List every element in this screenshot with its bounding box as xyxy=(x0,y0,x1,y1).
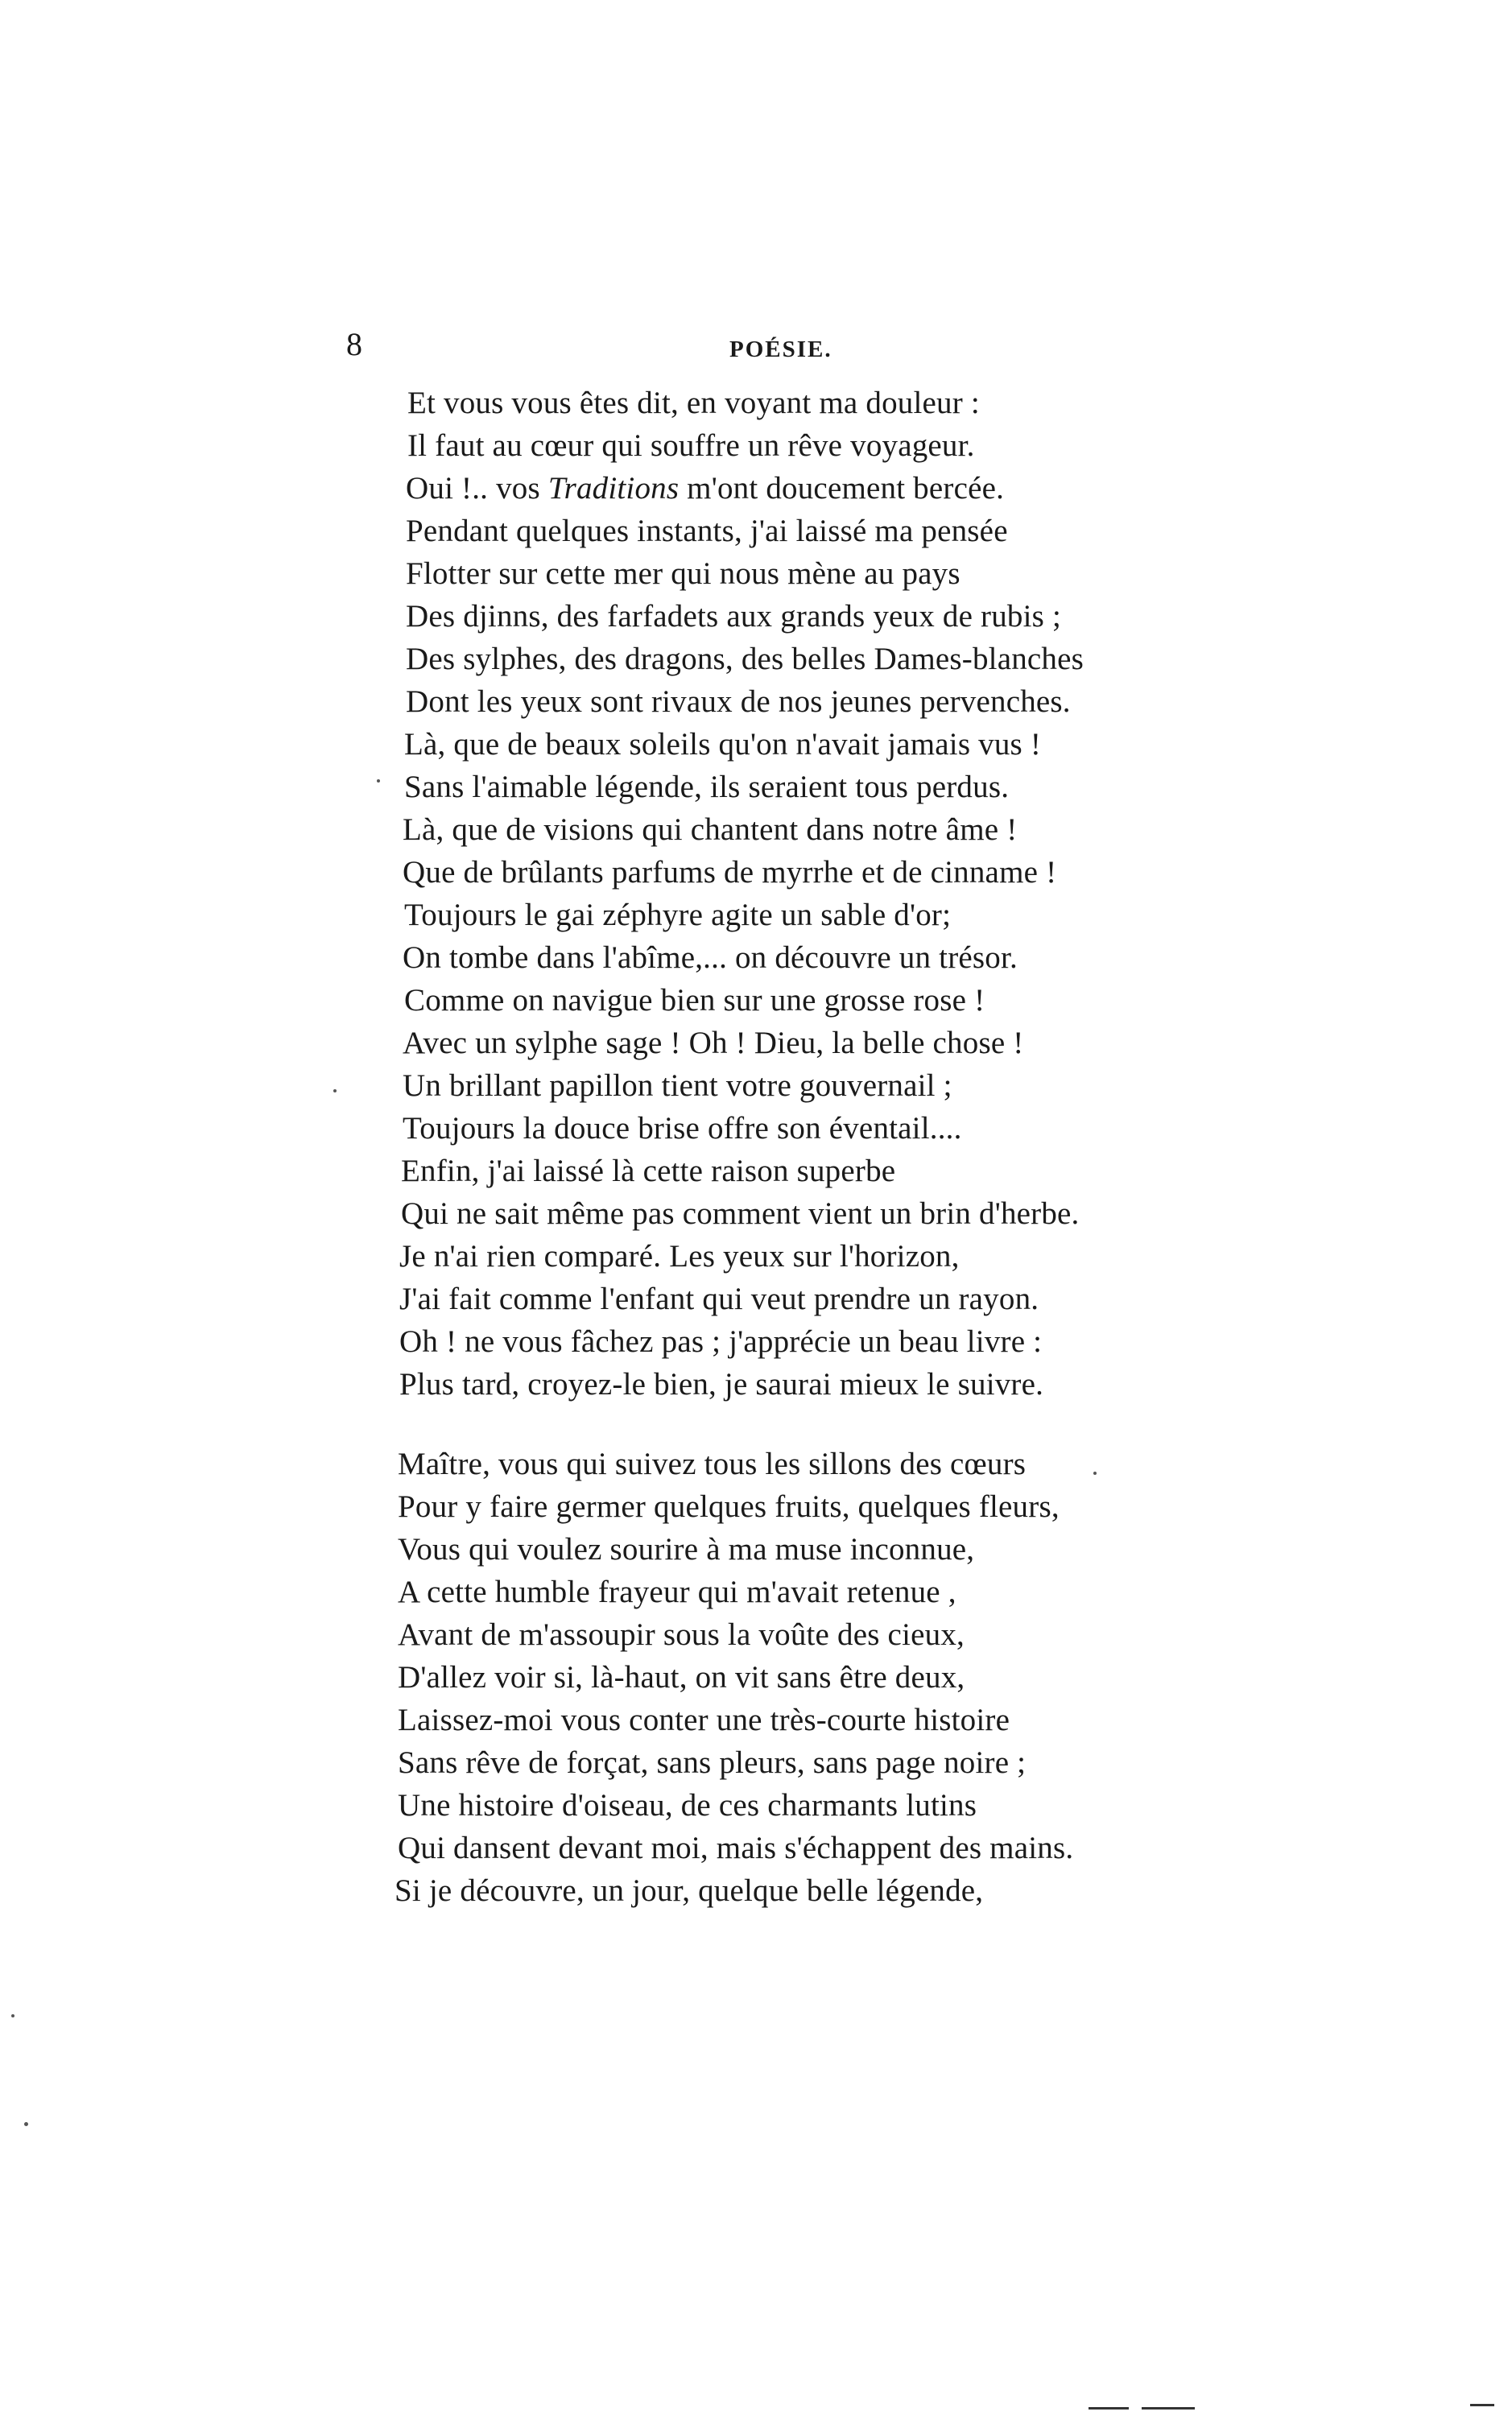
verse-line: Dont les yeux sont rivaux de nos jeunes pervenches. xyxy=(406,684,1071,719)
verse-line: Qui dansent devant moi, mais s'échappent des mains. xyxy=(398,1831,1074,1865)
verse-line: Flotter sur cette mer qui nous mène au pays xyxy=(406,556,960,591)
page-number: 8 xyxy=(346,326,362,362)
paper-speck xyxy=(377,779,380,783)
verse-line: Des sylphes, des dragons, des belles Dames-blanches xyxy=(406,642,1084,676)
verse-line: Vous qui voulez sourire à ma muse inconnue, xyxy=(398,1532,975,1567)
running-head: POÉSIE. xyxy=(729,337,832,362)
verse-line: Sans l'aimable légende, ils seraient tous perdus. xyxy=(404,770,1010,804)
verse-line: Et vous vous êtes dit, en voyant ma douleur : xyxy=(407,386,980,420)
verse-line: Pendant quelques instants, j'ai laissé ma pensée xyxy=(406,514,1008,548)
verse-line: Pour y faire germer quelques fruits, quelques fleurs, xyxy=(398,1489,1060,1524)
verse-line: Là, que de visions qui chantent dans notre âme ! xyxy=(403,812,1018,847)
paper-speck xyxy=(333,1089,337,1092)
book-title: Traditions xyxy=(547,471,680,506)
verse-line: Comme on navigue bien sur une grosse rose ! xyxy=(404,983,985,1018)
edge-mark xyxy=(1089,2407,1129,2410)
paper-speck xyxy=(1093,1472,1097,1475)
verse-line: Avec un sylphe sage ! Oh ! Dieu, la belle chose ! xyxy=(403,1026,1024,1060)
verse-line: Oui !.. vos Traditions m'ont doucement bercée. xyxy=(406,471,1005,506)
verse-line: Plus tard, croyez-le bien, je saurai mieux le suivre. xyxy=(399,1367,1044,1402)
verse-line: Des djinns, des farfadets aux grands yeux de rubis ; xyxy=(406,599,1062,634)
verse-line: Là, que de beaux soleils qu'on n'avait jamais vus ! xyxy=(404,727,1042,762)
verse-line: D'allez voir si, là-haut, on vit sans être deux, xyxy=(398,1660,965,1695)
verse-line: Oh ! ne vous fâchez pas ; j'apprécie un beau livre : xyxy=(399,1324,1043,1359)
verse-line: Toujours la douce brise offre son éventail.... xyxy=(403,1111,962,1146)
verse-line: Une histoire d'oiseau, de ces charmants lutins xyxy=(398,1788,977,1823)
verse-line: Sans rêve de forçat, sans pleurs, sans page noire ; xyxy=(398,1745,1027,1780)
verse-line: A cette humble frayeur qui m'avait retenue , xyxy=(398,1575,956,1609)
verse-line: Qui ne sait même pas comment vient un brin d'herbe. xyxy=(401,1196,1080,1231)
verse-line: Maître, vous qui suivez tous les sillons des cœurs xyxy=(398,1447,1027,1481)
verse-line: Toujours le gai zéphyre agite un sable d'or; xyxy=(404,898,952,932)
verse-line: Il faut au cœur qui souffre un rêve voyageur. xyxy=(407,428,975,463)
verse-line: Que de brûlants parfums de myrrhe et de cinname ! xyxy=(403,855,1057,890)
edge-mark xyxy=(1142,2407,1195,2410)
verse-line: Si je découvre, un jour, quelque belle légende, xyxy=(395,1873,984,1908)
verse-line: J'ai fait comme l'enfant qui veut prendre un rayon. xyxy=(399,1282,1039,1316)
verse-line: Laissez-moi vous conter une très-courte histoire xyxy=(398,1703,1010,1737)
verse-line: Avant de m'assoupir sous la voûte des cieux, xyxy=(398,1617,965,1652)
edge-mark xyxy=(1470,2404,1494,2406)
verse-line: Un brillant papillon tient votre gouvernail ; xyxy=(403,1068,952,1103)
verse-line: Enfin, j'ai laissé là cette raison superbe xyxy=(401,1154,896,1188)
verse-line: Je n'ai rien comparé. Les yeux sur l'horizon, xyxy=(399,1239,960,1274)
paper-speck xyxy=(24,2122,28,2126)
paper-speck xyxy=(11,2014,14,2017)
verse-line: On tombe dans l'abîme,... on découvre un trésor. xyxy=(403,940,1018,975)
